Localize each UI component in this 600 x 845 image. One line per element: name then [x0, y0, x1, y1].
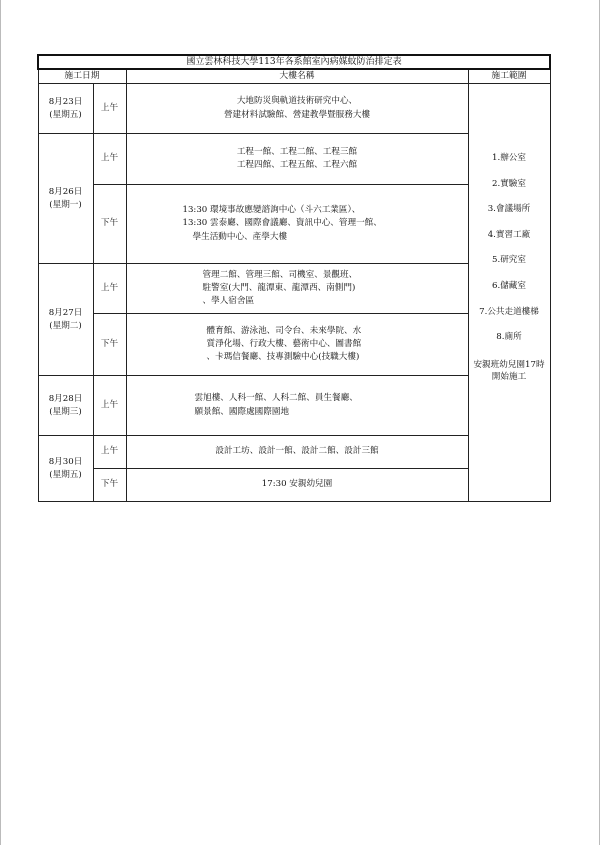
- building-line: 、學人宿舍區: [202, 296, 255, 307]
- date-cell: [38, 134, 93, 264]
- building-line: 工程一館、工程二館、工程三館: [236, 146, 358, 157]
- page-left-edge: [0, 0, 1, 845]
- date-text: 8月23日: [48, 96, 83, 107]
- date-text: 8月28日: [48, 393, 83, 404]
- building-line: 設計工坊、設計一館、設計二館、設計三館: [215, 446, 379, 457]
- date-cell: [38, 436, 93, 502]
- date-cell: [38, 84, 93, 134]
- building-line: 駐警室(大門、龍潭東、龍潭西、南側門): [202, 282, 356, 293]
- scope-note: 開始施工: [491, 371, 527, 382]
- header-row: [38, 69, 550, 84]
- period-cell: 下午: [93, 185, 126, 264]
- weekday-text: (星期三): [49, 406, 82, 417]
- period-cell: 下午: [93, 469, 126, 502]
- building-cell: [126, 264, 468, 314]
- header-scope: 施工範圍: [468, 69, 550, 84]
- period-cell: 上午: [93, 84, 126, 134]
- scope-item: 5.研究室: [492, 255, 526, 266]
- building-cell: [126, 185, 468, 264]
- building-line: 17:30 安親幼兒園: [261, 479, 333, 490]
- scope-item: 4.實習工廠: [487, 229, 531, 240]
- date-text: 8月26日: [48, 186, 83, 197]
- building-cell: [126, 134, 468, 185]
- date-text: 8月27日: [48, 307, 83, 318]
- scope-cell: [468, 84, 550, 502]
- period-cell: 上午: [93, 376, 126, 436]
- weekday-text: (星期五): [49, 109, 82, 120]
- scope-item: 7.公共走道樓梯: [479, 306, 539, 317]
- date-cell: [38, 376, 93, 436]
- header-date: 施工日期: [38, 69, 126, 84]
- scope-item: 2.實驗室: [492, 178, 526, 189]
- building-cell: [126, 469, 468, 502]
- building-cell: [126, 314, 468, 376]
- weekday-text: (星期一): [49, 199, 82, 210]
- period-cell: 上午: [93, 264, 126, 314]
- table-row: [38, 84, 550, 134]
- building-line: 體育館、游泳池、司令台、未來學院、水: [206, 325, 362, 336]
- building-line: 願景館、國際處國際園地: [194, 406, 290, 417]
- building-line: 13:30 環境事故應變諮詢中心（斗六工業區）、: [182, 205, 361, 216]
- table-title: 國立雲林科技大學113年各系館室內病媒蚊防治排定表: [38, 55, 550, 69]
- building-line: 雲旭樓、人科一館、人科二館、員生餐廳、: [194, 393, 358, 404]
- scope-item: 1.辦公室: [492, 153, 526, 163]
- date-cell: [38, 264, 93, 376]
- building-line: 學生活動中心、產學大樓: [192, 231, 288, 242]
- weekday-text: (星期五): [49, 469, 82, 480]
- building-line: 質淨化場、行政大樓、藝術中心、圖書館: [206, 338, 362, 349]
- period-cell: 下午: [93, 314, 126, 376]
- scope-note: 安親班幼兒園17時: [473, 359, 545, 370]
- weekday-text: (星期二): [49, 320, 82, 331]
- building-line: 、卡瑪信餐廳、技專測驗中心(技職大樓): [206, 352, 360, 363]
- period-cell: 上午: [93, 134, 126, 185]
- scope-item: 8.廁所: [496, 332, 522, 343]
- building-line: 13:30 雲泰廳、國際會議廳、資訊中心、管理一館、: [182, 218, 382, 229]
- scope-item: 6.儲藏室: [492, 280, 526, 291]
- date-text: 8月30日: [48, 456, 83, 467]
- building-cell: [126, 84, 468, 134]
- building-cell: [126, 376, 468, 436]
- building-line: 工程四館、工程五館、工程六館: [236, 160, 358, 170]
- period-cell: 上午: [93, 436, 126, 469]
- building-line: 管理二館、管理三館、司機室、景觀班、: [202, 269, 358, 280]
- scope-list: [469, 84, 550, 383]
- building-line: 營建材料試驗館、營建教學暨服務大樓: [223, 109, 371, 120]
- building-line: 大地防災與軌道技術研究中心、: [236, 96, 358, 107]
- title-row: [38, 55, 550, 69]
- building-cell: [126, 436, 468, 469]
- scope-item: 3.會議場所: [487, 204, 531, 215]
- header-building: 大樓名稱: [126, 69, 468, 84]
- schedule-table: [37, 54, 551, 502]
